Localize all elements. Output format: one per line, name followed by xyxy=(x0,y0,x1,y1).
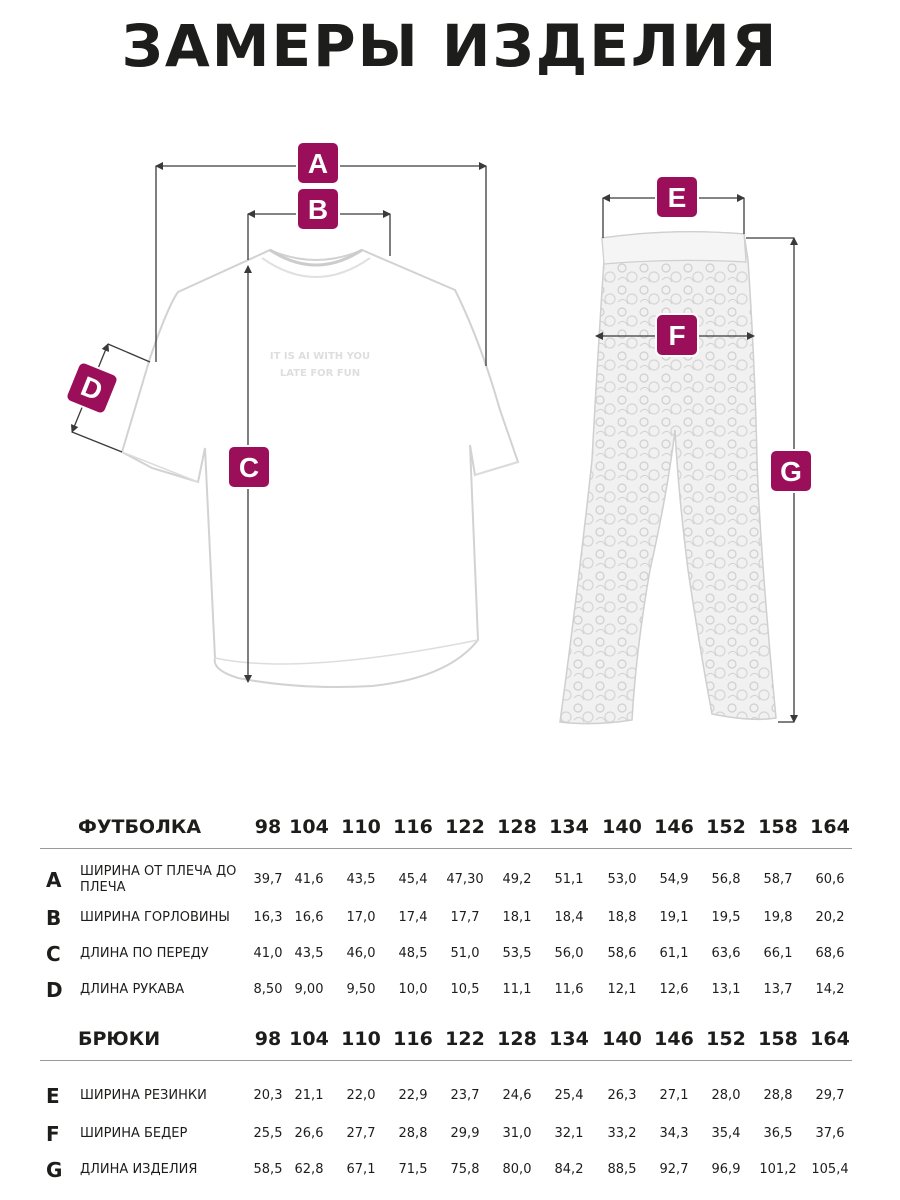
table-cell: 14,2 xyxy=(815,982,845,997)
table-cell: 56,8 xyxy=(711,872,741,887)
table-cell: 28,8 xyxy=(763,1088,793,1103)
table-cell: 41,0 xyxy=(253,946,283,961)
svg-text:E: E xyxy=(667,182,687,213)
table-cell: 68,6 xyxy=(815,946,845,961)
table-row xyxy=(40,972,860,1008)
table-cell: 28,0 xyxy=(711,1088,741,1103)
table-cell: 96,9 xyxy=(711,1162,741,1177)
table-cell: 25,4 xyxy=(554,1088,584,1103)
table-cell: 11,1 xyxy=(502,982,532,997)
marker-a xyxy=(297,142,339,184)
row-label: ШИРИНА БЕДЕР xyxy=(80,1126,188,1141)
table-cell: 41,6 xyxy=(294,872,324,887)
row-label: ДЛИНА ИЗДЕЛИЯ xyxy=(80,1162,198,1177)
table-cell: 19,5 xyxy=(711,910,741,925)
table-cell: 75,8 xyxy=(450,1162,480,1177)
size-header: 116 xyxy=(393,816,433,838)
table-cell: 13,1 xyxy=(711,982,741,997)
table-cell: 22,0 xyxy=(346,1088,376,1103)
table-cell: 21,1 xyxy=(294,1088,324,1103)
table-cell: 45,4 xyxy=(398,872,428,887)
table-cell: 18,8 xyxy=(607,910,637,925)
page-title: ЗАМЕРЫ ИЗДЕЛИЯ xyxy=(121,12,779,80)
size-header: 134 xyxy=(549,1028,589,1050)
row-label: ДЛИНА ПО ПЕРЕДУ xyxy=(80,946,209,961)
table-cell: 19,8 xyxy=(763,910,793,925)
tshirt-size-table xyxy=(40,816,860,1002)
table-cell: 48,5 xyxy=(398,946,428,961)
table-cell: 8,50 xyxy=(253,982,283,997)
row-label: ШИРИНА РЕЗИНКИ xyxy=(80,1088,207,1103)
table-cell: 46,0 xyxy=(346,946,376,961)
table-cell: 101,2 xyxy=(759,1162,797,1177)
table-cell: 33,2 xyxy=(607,1126,637,1141)
table-cell: 18,4 xyxy=(554,910,584,925)
size-header: 140 xyxy=(602,816,642,838)
marker-d xyxy=(65,361,120,416)
table-header xyxy=(40,1028,860,1058)
size-header: 146 xyxy=(654,816,694,838)
table-cell: 53,5 xyxy=(502,946,532,961)
header-divider xyxy=(40,1060,852,1061)
marker-f xyxy=(656,314,698,356)
size-header: 98 xyxy=(254,1028,282,1050)
tshirt-print-line-2: LATE FOR FUN xyxy=(279,368,361,379)
table-cell: 11,6 xyxy=(554,982,584,997)
table-cell: 24,6 xyxy=(502,1088,532,1103)
table-cell: 9,00 xyxy=(294,982,324,997)
table-row xyxy=(40,1152,860,1188)
row-letter: B xyxy=(46,906,62,930)
table-title: ФУТБОЛКА xyxy=(78,816,202,838)
table-cell: 71,5 xyxy=(398,1162,428,1177)
table-cell: 56,0 xyxy=(554,946,584,961)
svg-text:C: C xyxy=(238,452,260,483)
table-cell: 17,7 xyxy=(450,910,480,925)
table-cell: 105,4 xyxy=(811,1162,849,1177)
table-cell: 17,0 xyxy=(346,910,376,925)
table-cell: 54,9 xyxy=(659,872,689,887)
table-row xyxy=(40,900,860,936)
table-cell: 18,1 xyxy=(502,910,532,925)
table-cell: 32,1 xyxy=(554,1126,584,1141)
table-cell: 60,6 xyxy=(815,872,845,887)
table-cell: 37,6 xyxy=(815,1126,845,1141)
table-cell: 62,8 xyxy=(294,1162,324,1177)
table-cell: 13,7 xyxy=(763,982,793,997)
table-cell: 47,30 xyxy=(446,872,484,887)
table-row xyxy=(40,936,860,972)
table-cell: 58,6 xyxy=(607,946,637,961)
table-cell: 10,0 xyxy=(398,982,428,997)
garment-illustration xyxy=(0,130,900,740)
table-row xyxy=(40,1078,860,1114)
table-cell: 61,1 xyxy=(659,946,689,961)
marker-c xyxy=(228,446,270,488)
table-cell: 51,1 xyxy=(554,872,584,887)
svg-text:F: F xyxy=(668,320,686,351)
table-cell: 26,6 xyxy=(294,1126,324,1141)
table-cell: 34,3 xyxy=(659,1126,689,1141)
size-header: 104 xyxy=(289,816,329,838)
size-header: 104 xyxy=(289,1028,329,1050)
table-cell: 43,5 xyxy=(346,872,376,887)
table-cell: 43,5 xyxy=(294,946,324,961)
table-header xyxy=(40,816,860,846)
row-letter: F xyxy=(46,1122,60,1146)
table-row xyxy=(40,1116,860,1152)
size-header: 146 xyxy=(654,1028,694,1050)
pants-drawing xyxy=(560,232,776,724)
size-header: 128 xyxy=(497,816,537,838)
table-cell: 9,50 xyxy=(346,982,376,997)
svg-text:A: A xyxy=(307,148,329,179)
table-cell: 16,3 xyxy=(253,910,283,925)
marker-g xyxy=(770,450,812,492)
table-title: БРЮКИ xyxy=(78,1028,161,1050)
table-cell: 17,4 xyxy=(398,910,428,925)
size-header: 122 xyxy=(445,1028,485,1050)
row-label: ШИРИНА ГОРЛОВИНЫ xyxy=(80,910,230,925)
table-cell: 58,7 xyxy=(763,872,793,887)
size-header: 116 xyxy=(393,1028,433,1050)
marker-e xyxy=(656,176,698,218)
table-cell: 58,5 xyxy=(253,1162,283,1177)
table-cell: 53,0 xyxy=(607,872,637,887)
table-cell: 36,5 xyxy=(763,1126,793,1141)
table-cell: 26,3 xyxy=(607,1088,637,1103)
marker-b xyxy=(297,188,339,230)
table-cell: 12,6 xyxy=(659,982,689,997)
table-cell: 80,0 xyxy=(502,1162,532,1177)
size-header: 110 xyxy=(341,816,381,838)
table-cell: 63,6 xyxy=(711,946,741,961)
svg-text:G: G xyxy=(780,456,802,487)
table-cell: 20,2 xyxy=(815,910,845,925)
size-header: 158 xyxy=(758,1028,798,1050)
table-cell: 49,2 xyxy=(502,872,532,887)
table-cell: 39,7 xyxy=(253,872,283,887)
pants-size-table xyxy=(40,1028,860,1182)
row-letter: D xyxy=(46,978,63,1002)
table-cell: 88,5 xyxy=(607,1162,637,1177)
row-letter: C xyxy=(46,942,61,966)
size-header: 140 xyxy=(602,1028,642,1050)
table-cell: 19,1 xyxy=(659,910,689,925)
size-header: 152 xyxy=(706,1028,746,1050)
table-cell: 29,7 xyxy=(815,1088,845,1103)
table-cell: 29,9 xyxy=(450,1126,480,1141)
size-header: 122 xyxy=(445,816,485,838)
table-cell: 16,6 xyxy=(294,910,324,925)
table-cell: 10,5 xyxy=(450,982,480,997)
table-cell: 51,0 xyxy=(450,946,480,961)
size-header: 134 xyxy=(549,816,589,838)
table-cell: 67,1 xyxy=(346,1162,376,1177)
table-cell: 27,7 xyxy=(346,1126,376,1141)
size-header: 110 xyxy=(341,1028,381,1050)
tshirt-drawing xyxy=(122,250,518,687)
table-cell: 25,5 xyxy=(253,1126,283,1141)
table-cell: 22,9 xyxy=(398,1088,428,1103)
table-cell: 84,2 xyxy=(554,1162,584,1177)
svg-text:D: D xyxy=(76,370,107,407)
table-cell: 12,1 xyxy=(607,982,637,997)
size-header: 164 xyxy=(810,816,850,838)
row-letter: A xyxy=(46,868,62,892)
table-row xyxy=(40,862,860,898)
size-header: 152 xyxy=(706,816,746,838)
svg-text:B: B xyxy=(307,194,329,225)
row-letter: E xyxy=(46,1084,60,1108)
table-cell: 20,3 xyxy=(253,1088,283,1103)
header-divider xyxy=(40,848,852,849)
row-label: ШИРИНА ОТ ПЛЕЧА ДО ПЛЕЧА xyxy=(80,864,237,895)
table-cell: 31,0 xyxy=(502,1126,532,1141)
tshirt-print-line-1: IT IS AI WITH YOU xyxy=(269,351,371,362)
table-cell: 92,7 xyxy=(659,1162,689,1177)
size-header: 98 xyxy=(254,816,282,838)
table-cell: 23,7 xyxy=(450,1088,480,1103)
size-header: 128 xyxy=(497,1028,537,1050)
table-cell: 66,1 xyxy=(763,946,793,961)
table-cell: 27,1 xyxy=(659,1088,689,1103)
size-header: 158 xyxy=(758,816,798,838)
size-header: 164 xyxy=(810,1028,850,1050)
row-letter: G xyxy=(46,1158,63,1182)
table-cell: 28,8 xyxy=(398,1126,428,1141)
row-label: ДЛИНА РУКАВА xyxy=(80,982,185,997)
table-cell: 35,4 xyxy=(711,1126,741,1141)
